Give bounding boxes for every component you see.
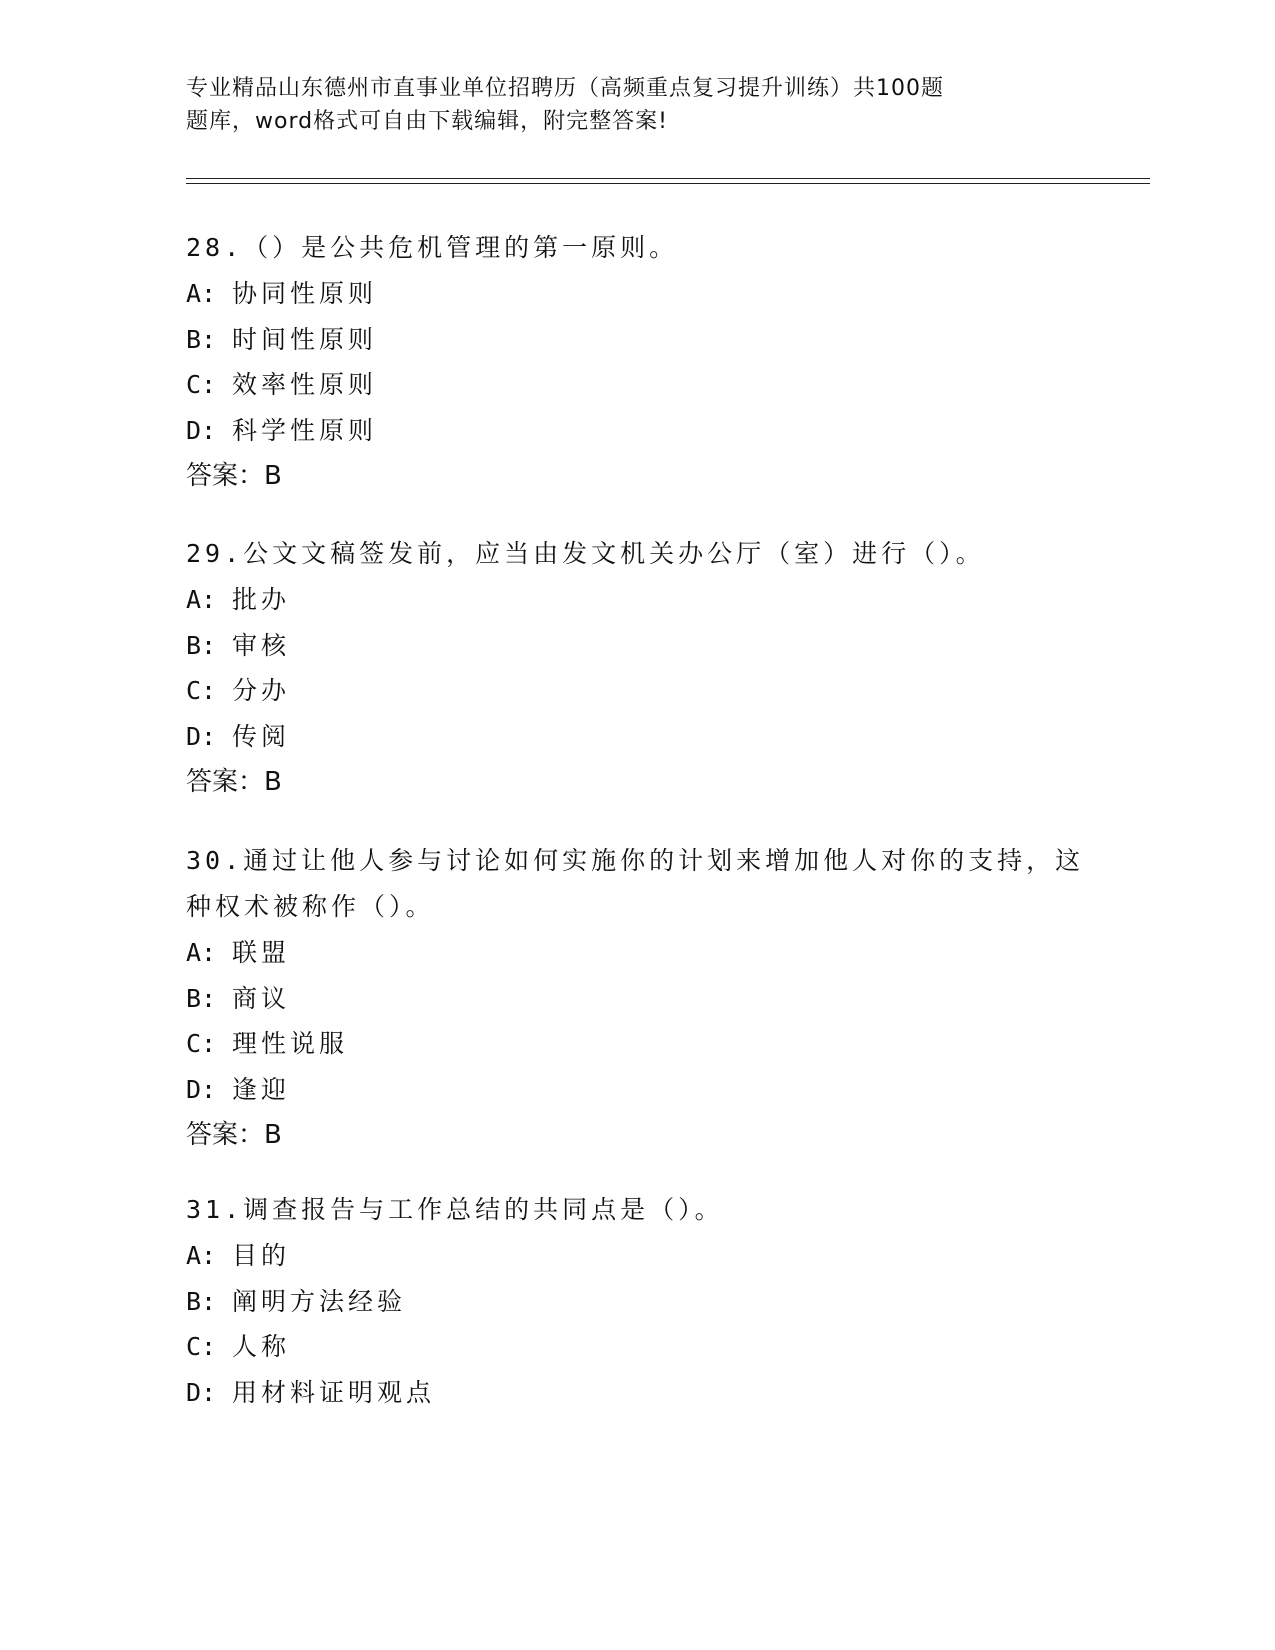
option-key: B: xyxy=(186,1286,217,1316)
option-key: B: xyxy=(186,630,217,660)
option-d xyxy=(186,1067,1086,1113)
header-divider-top xyxy=(186,178,1150,179)
option-text: 商议 xyxy=(232,983,291,1013)
option-key: B: xyxy=(186,983,217,1013)
option-text: 效率性原则 xyxy=(232,370,378,399)
option-text: 目的 xyxy=(232,1241,291,1270)
option-key: D: xyxy=(186,415,217,445)
option-key: D: xyxy=(186,1377,217,1407)
option-b xyxy=(186,976,1086,1022)
option-key: D: xyxy=(186,1074,217,1104)
option-key: A: xyxy=(186,585,217,614)
option-b xyxy=(186,317,1086,363)
header-divider-bottom xyxy=(186,183,1150,184)
option-text: 分办 xyxy=(232,676,291,705)
question-30 xyxy=(186,838,1086,1158)
option-c xyxy=(186,1021,1086,1067)
option-d xyxy=(186,408,1086,454)
question-title: 31.调查报告与工作总结的共同点是（）。 xyxy=(186,1195,724,1224)
option-key: A: xyxy=(186,1241,217,1270)
option-text: 传阅 xyxy=(232,721,291,751)
option-d xyxy=(186,1370,1086,1416)
option-text: 审核 xyxy=(232,630,291,660)
option-key: A: xyxy=(186,279,217,308)
option-text: 时间性原则 xyxy=(232,324,378,354)
option-d xyxy=(186,714,1086,760)
question-31 xyxy=(186,1187,1086,1415)
option-a xyxy=(186,577,1086,623)
option-key: C: xyxy=(186,676,217,705)
option-text: 阐明方法经验 xyxy=(232,1286,407,1316)
question-title-line-1: 30.通过让他人参与讨论如何实施你的计划来增加他人对你的支持，这 xyxy=(186,846,1085,875)
option-a xyxy=(186,1233,1086,1279)
option-c xyxy=(186,668,1086,714)
question-title: 29.公文文稿签发前，应当由发文机关办公厅（室）进行（）。 xyxy=(186,539,985,568)
option-text: 联盟 xyxy=(232,938,291,967)
question-29 xyxy=(186,531,1086,805)
option-text: 用材料证明观点 xyxy=(232,1377,436,1407)
option-a xyxy=(186,271,1086,317)
document-header xyxy=(186,72,1026,138)
question-title-line-2: 种权术被称作（）。 xyxy=(186,892,435,921)
header-line-1: 专业精品山东德州市直事业单位招聘历（高频重点复习提升训练）共100题 xyxy=(186,76,944,101)
option-c xyxy=(186,1324,1086,1370)
option-text: 人称 xyxy=(232,1332,291,1361)
option-key: D: xyxy=(186,721,217,751)
option-key: A: xyxy=(186,938,217,967)
answer: 答案：B xyxy=(186,461,282,491)
question-title: 28.（）是公共危机管理的第一原则。 xyxy=(186,233,679,262)
option-key: C: xyxy=(186,1029,217,1058)
option-text: 批办 xyxy=(232,585,291,614)
option-text: 逢迎 xyxy=(232,1074,291,1104)
option-text: 理性说服 xyxy=(232,1029,349,1058)
option-a xyxy=(186,930,1086,976)
option-key: B: xyxy=(186,324,217,354)
answer: 答案：B xyxy=(186,1120,282,1150)
option-b xyxy=(186,623,1086,669)
option-key: C: xyxy=(186,1332,217,1361)
option-b xyxy=(186,1279,1086,1325)
option-text: 协同性原则 xyxy=(232,279,378,308)
question-28 xyxy=(186,225,1086,499)
header-line-2: 题库，word格式可自由下载编辑，附完整答案! xyxy=(186,109,668,134)
answer: 答案：B xyxy=(186,767,282,797)
option-text: 科学性原则 xyxy=(232,415,378,445)
option-c xyxy=(186,362,1086,408)
option-key: C: xyxy=(186,370,217,399)
